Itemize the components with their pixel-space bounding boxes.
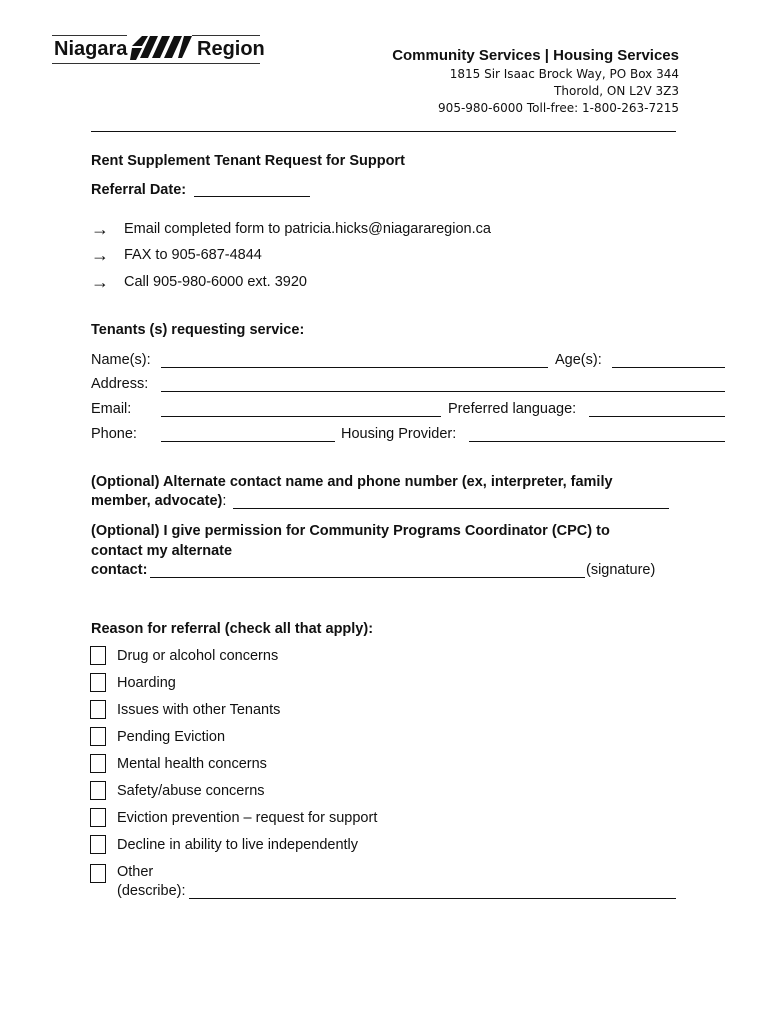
checkbox-mental-health[interactable] [90,754,106,773]
checkbox-drug-alcohol[interactable] [90,646,106,665]
permission-label-line3: contact: [91,562,148,578]
header-address-line1: 1815 Sir Isaac Brock Way, PO Box 344 [449,67,679,81]
signature-label: (signature) [586,562,656,578]
arrow-icon: → [91,272,109,292]
email-label: Email: [91,401,132,417]
checkbox-safety-abuse[interactable] [90,781,106,800]
other-describe-label: (describe): [117,883,186,899]
instruction-email: Email completed form to patricia.hicks@niagararegion.ca [124,221,491,237]
address-label: Address: [91,376,149,392]
preferred-language-label: Preferred language: [448,401,577,417]
reason-label: Decline in ability to live independently [117,837,359,853]
referral-date-label: Referral Date: [91,182,187,198]
address-field[interactable] [161,391,725,392]
names-field[interactable] [161,367,548,368]
ages-label: Age(s): [555,352,602,368]
checkbox-other[interactable] [90,864,106,883]
arrow-icon: → [91,219,109,239]
reason-label: Eviction prevention – request for support [117,810,378,826]
form-title: Rent Supplement Tenant Request for Support [91,153,405,169]
alternate-contact-colon: : [222,493,227,509]
preferred-language-field[interactable] [589,416,725,417]
logo-text-left: Niagara [54,38,128,60]
reason-label: Mental health concerns [117,756,267,772]
referral-date-field[interactable] [194,196,310,197]
checkbox-eviction-prevention[interactable] [90,808,106,827]
names-label: Name(s): [91,352,151,368]
housing-provider-field[interactable] [469,441,725,442]
instruction-fax: FAX to 905-687-4844 [124,247,262,263]
checkbox-decline-independence[interactable] [90,835,106,854]
reason-label: Other [117,864,154,880]
header-address-line2: Thorold, ON L2V 3Z3 [554,84,679,98]
phone-label: Phone: [91,426,137,442]
checkbox-hoarding[interactable] [90,673,106,692]
reason-label: Drug or alcohol concerns [117,648,279,664]
alternate-contact-label-line1: (Optional) Alternate contact name and phone number (ex, interpreter, family [91,474,613,490]
header-title: Community Services | Housing Services [392,47,679,64]
alternate-contact-label-line2: member, advocate) [91,493,223,509]
ages-field[interactable] [612,367,725,368]
phone-field[interactable] [161,441,335,442]
arrow-icon: → [91,245,109,265]
header-divider [91,131,676,132]
reason-label: Pending Eviction [117,729,226,745]
signature-field[interactable] [150,577,585,578]
header-phone: 905-980-6000 Toll-free: 1-800-263-7215 [438,101,679,115]
checkbox-issues-tenants[interactable] [90,700,106,719]
logo-rule-bottom [52,63,260,64]
permission-label-line2: contact my alternate [91,543,233,559]
niagara-region-logo [52,28,265,68]
checkbox-pending-eviction[interactable] [90,727,106,746]
alternate-contact-field[interactable] [233,508,669,509]
reason-label: Hoarding [117,675,176,691]
other-describe-field[interactable] [189,898,676,899]
email-field[interactable] [161,416,441,417]
housing-provider-label: Housing Provider: [341,426,457,442]
permission-label-line1: (Optional) I give permission for Community Programs Coordinator (CPC) to [91,523,610,539]
logo-rule-left [52,35,127,36]
instruction-call: Call 905-980-6000 ext. 3920 [124,274,307,290]
reason-label: Issues with other Tenants [117,702,281,718]
logo-stripes-icon [130,32,192,62]
reason-heading: Reason for referral (check all that apply): [91,621,374,637]
logo-rule-right [192,35,260,36]
tenants-heading: Tenants (s) requesting service: [91,322,305,338]
reason-label: Safety/abuse concerns [117,783,265,799]
logo-text-right: Region [197,38,265,60]
